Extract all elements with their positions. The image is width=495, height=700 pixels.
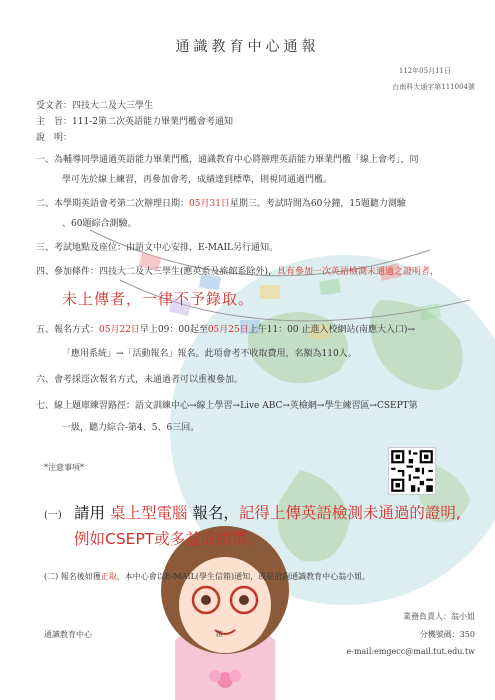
note-1-text [74, 500, 464, 552]
explain-label: 說 明： [36, 133, 73, 143]
note-1-text-part: 請用 [74, 504, 106, 522]
contact-email[interactable]: e-mail:emgecc@mail.tut.edu.tw [346, 647, 475, 656]
item-5-text: 早上09：00起至 [139, 325, 208, 335]
item-1-line-1: 一、為輔導同學通過英語能力畢業門檻，通識教育中心將辦理英語能力畢業門檻「線上會考」，同 [36, 155, 419, 165]
note-1-text-part: 報名， [192, 504, 239, 522]
document-number: 台南科大通字第111004號 [392, 83, 475, 91]
recipient-line: 受文者：四技大二及大三學生 [36, 101, 154, 111]
item-1-line-2: 學可先於線上練習，再參加會考，成績達到標準，則視同通過門檻。 [62, 175, 333, 185]
registration-end-date: 05月25日 [207, 325, 249, 335]
qr-code-icon[interactable] [388, 447, 436, 495]
stamp-mark: 啟 [216, 630, 223, 638]
admitted-emphasis: 正取 [100, 572, 117, 581]
subject-line: 主 旨：111-2第二次英語能力畢業門檻會考通知 [36, 117, 233, 127]
registration-start-date: 05月22日 [99, 325, 140, 335]
item-6-line: 六、會考採逕次報名方式，未通過者可以重複參加。 [36, 375, 244, 385]
exam-date: 05月31日 [189, 199, 230, 209]
upload-proof-emphasis: 記得上傳英語檢測未通過的證明, 例如CSEPT或多益成績單。 [74, 504, 461, 548]
note-2-text-part: ，本中心會以E-MAIL(學生信箱)通知，或是洽詢通識教育中心翁小姐。 [116, 572, 371, 581]
item-2-text: 二、本學期英語會考第二次辦理日期： [36, 199, 190, 209]
rejection-warning: 未上傳者，一律不予錄取。 [62, 290, 255, 308]
item-7-line-1: 七、線上題庫練習路徑：語文訓練中心→線上學習→Live ABC→英檢網→學生練習區→CSEPT第 [36, 401, 418, 411]
note-2-text-part: (二) 報名後如獲 [44, 572, 101, 581]
item-5-text: 五、報名方式： [36, 325, 100, 335]
issuing-office: 通識教育中心 [44, 630, 92, 639]
contact-extension: 分機號碼：350 [419, 630, 475, 639]
note-1-number: (一) [44, 510, 62, 521]
item-5-text: 上午11：00 止進入校網站(南應大入口)→ [248, 325, 416, 335]
note-2-text [44, 571, 370, 582]
item-3-line: 三、考試地點及座位：由語文中心安排，E-MAIL另行通知。 [36, 243, 279, 253]
item-2-line-2: 、60題綜合測驗。 [62, 219, 137, 229]
item-4-requirement: 具有參加一次英語檢測未通過之證明者， [277, 267, 440, 277]
issue-date: 112年05月11日 [398, 67, 451, 75]
page-title: 通識教育中心通報 [175, 39, 320, 55]
desktop-computer-emphasis: 桌上型電腦 [109, 504, 188, 522]
item-5-line-2: 「應用系統」→「活動報名」報名。此項會考不收取費用，名額為110人。 [62, 349, 357, 359]
item-2-line-1 [36, 196, 406, 209]
item-5-line-1 [36, 322, 415, 335]
notes-heading: *注意事項* [44, 463, 84, 472]
item-2-text: 星期三。考試時間為60分鐘，15題聽力測驗 [229, 199, 406, 209]
item-4-line-1 [36, 264, 439, 277]
contact-person: 業務負責人：翁小姐 [403, 612, 475, 621]
item-4-text: 四、參加條件：四技大二及大三學生(應英系及旅館系除外)， [36, 267, 278, 277]
item-7-line-2: 一級，聽力綜合-第4、5、6三回。 [62, 423, 200, 433]
